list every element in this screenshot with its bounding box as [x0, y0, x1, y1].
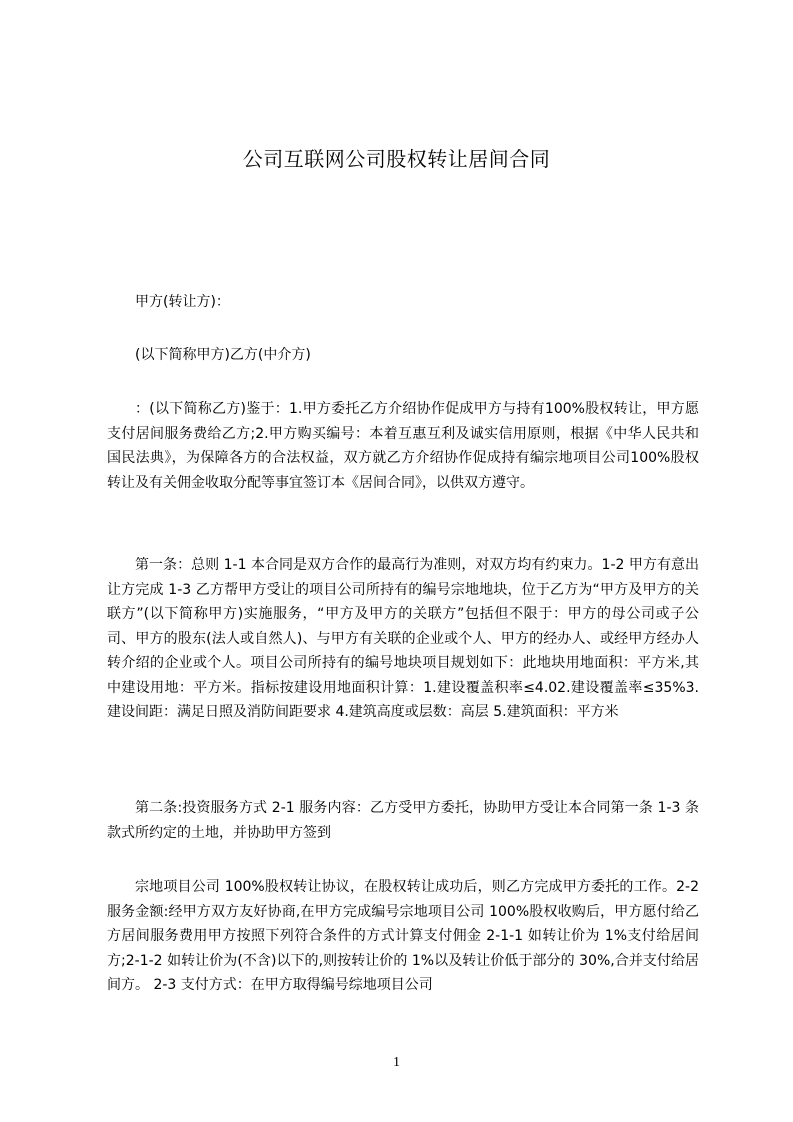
page-number: 1 — [393, 1055, 400, 1070]
preamble-paragraph: ：(以下简称乙方)鉴于：1.甲方委托乙方介绍协作促成甲方与持有100%股权转让，甲方愿支付居间服务费给乙方;2.甲方购买编号：本着互惠互利及诚实信用原则，根据《中华人民共和国民法典》，为保障各方的合法权益，双方就乙方介绍协作促成持有编宗地项目公司100%股权转让及有关佣金收取分配等事宜签订本《居间合同》，以供双方遵守。 — [107, 401, 699, 491]
party-a-paragraph: 甲方(转让方)： — [135, 294, 230, 310]
document-title: 公司互联网公司股权转让居间合同 — [242, 147, 551, 171]
article-two-paragraph: 第二条:投资服务方式 2-1 服务内容：乙方受甲方委托，协助甲方受让本合同第一条 1-3 条款式所约定的土地，并协助甲方签到 — [107, 800, 699, 841]
party-b-paragraph: (以下简称甲方)乙方(中介方) — [135, 347, 311, 363]
article-one-paragraph: 第一条：总则 1-1 本合同是双方合作的最高行为准则，对双方均有约束力。1-2 甲方有意出让方完成 1-3 乙方帮甲方受让的项目公司所持有的编号宗地地块，位于乙方为“甲方及甲方的关联方”(以下简称甲方)实施服务，“甲方及甲方的关联方”包括但不限于：甲方的母公司或子公司、甲方的股东(法人或自然人)、与甲方有关联的企业或个人、甲方的经办人、或经甲方经办人转介绍的企业或个人。项目公司所持有的编号地块项目规划如下：此地块用地面积：平方米,其中建设用地：平方米。指标按建设用地面积计算：1.建设覆盖积率≤4.02.建设覆盖率≤35%3.建设间距：满足日照及消防间距要求 4.建筑高度或层数：高层 5.建筑面积：平方米 — [107, 557, 699, 720]
service-amount-paragraph: 宗地项目公司 100%股权转让协议，在股权转让成功后，则乙方完成甲方委托的工作。2-2 服务金额:经甲方双方友好协商,在甲方完成编号宗地项目公司 100%股权收购后，甲方愿付给乙方居间服务费用甲方按照下列符合条件的方式计算支付佣金 2-1-1 如转让价为 1%支付给居间方;2-1-2 如转让价为(不含)以下的,则按转让价的 1%以及转让价低于部分的 30%,合并支付给居间方。 2-3 支付方式：在甲方取得编号综地项目公司 — [107, 879, 699, 993]
